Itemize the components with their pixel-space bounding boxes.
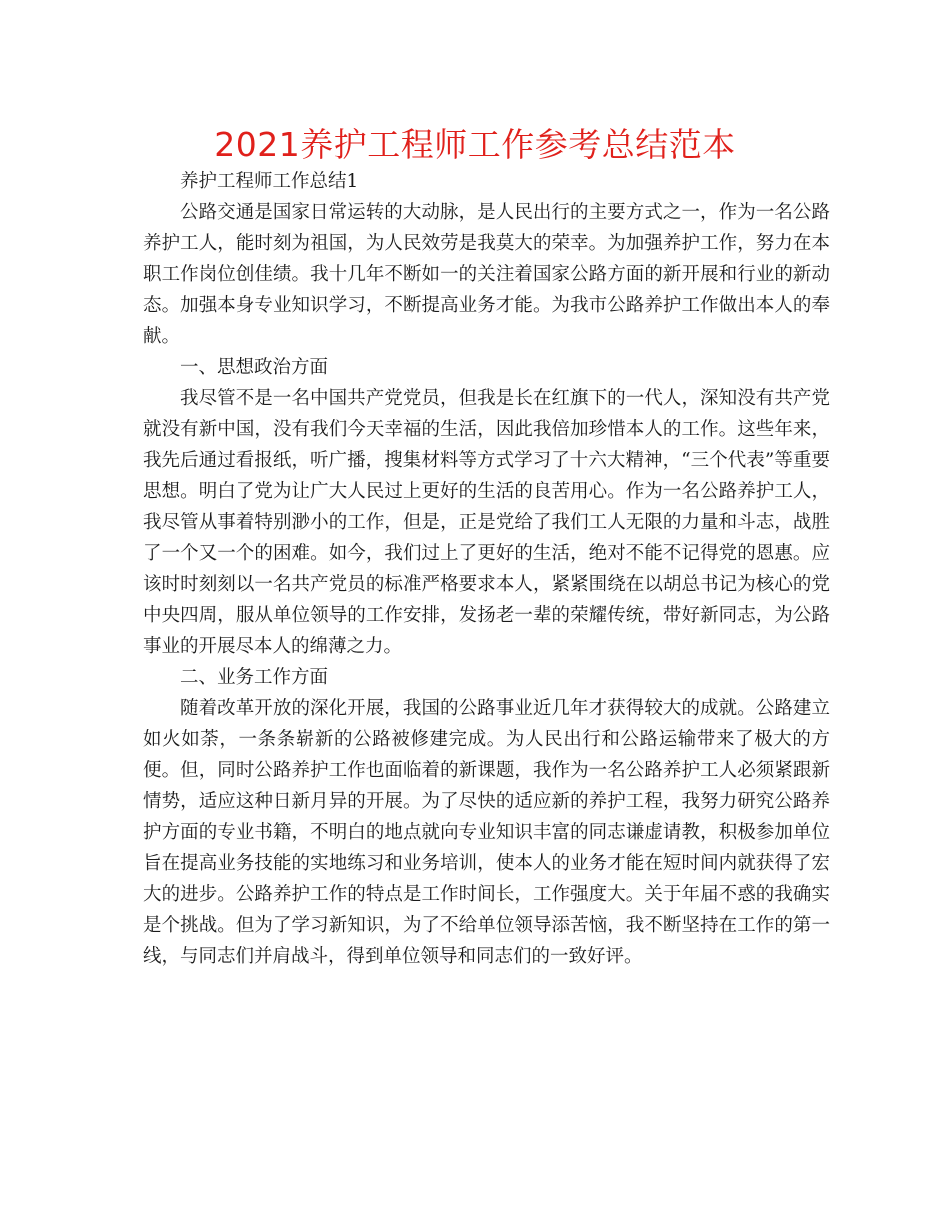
business-paragraph: 随着改革开放的深化开展，我国的公路事业近几年才获得较大的成就。公路建立如火如荼，一条条崭新的公路被修建完成。为人民出行和公路运输带来了极大的方便。但，同时公路养护工作也面临着的新课题，我作为一名公路养护工人必须紧跟新情势，适应这种日新月异的开展。为了尽快的适应新的养护工程，我努力研究公路养护方面的专业书籍，不明白的地点就向专业知识丰富的同志谦虚请教，积极参加单位旨在提高业务技能的实地练习和业务培训，使本人的业务才能在短时间内就获得了宏大的进步。公路养护工作的特点是工作时间长，工作强度大。关于年届不惑的我确实是个挑战。但为了学习新知识，为了不给单位领导添苦恼，我不断坚持在工作的第一线，与同志们并肩战斗，得到单位领导和同志们的一致好评。 [143,698,830,967]
intro-paragraph: 公路交通是国家日常运转的大动脉，是人民出行的主要方式之一，作为一名公路养护工人，能时刻为祖国，为人民效劳是我莫大的荣幸。为加强养护工作，努力在本职工作岗位创佳绩。我十几年不断如一的关注着国家公路方面的新开展和行业的新动态。加强本身专业知识学习，不断提高业务才能。为我市公路养护工作做出本人的奉献。 [143,202,830,347]
section-heading-political: 一、思想政治方面 [180,357,329,378]
political-paragraph: 我尽管不是一名中国共产党党员，但我是长在红旗下的一代人，深知没有共产党就没有新中国，没有我们今天幸福的生活，因此我倍加珍惜本人的工作。这些年来，我先后通过看报纸，听广播，搜集材料等方式学习了十六大精神，“三个代表”等重要思想。明白了党为让广大人民过上更好的生活的良苦用心。作为一名公路养护工人，我尽管从事着特别渺小的工作，但是，正是党给了我们工人无限的力量和斗志，战胜了一个又一个的困难。如今，我们过上了更好的生活，绝对不能不记得党的恩惠。应该时时刻刻以一名共产党员的标准严格要求本人，紧紧围绕在以胡总书记为核心的党中央四周，服从单位领导的工作安排，发扬老一辈的荣耀传统，带好新同志，为公路事业的开展尽本人的绵薄之力。 [143,388,830,657]
document-title: 2021养护工程师工作参考总结范本 [214,125,736,164]
section-heading-summary: 养护工程师工作总结1 [180,171,359,192]
document-body [143,166,830,972]
section-heading-business: 二、业务工作方面 [180,667,329,688]
